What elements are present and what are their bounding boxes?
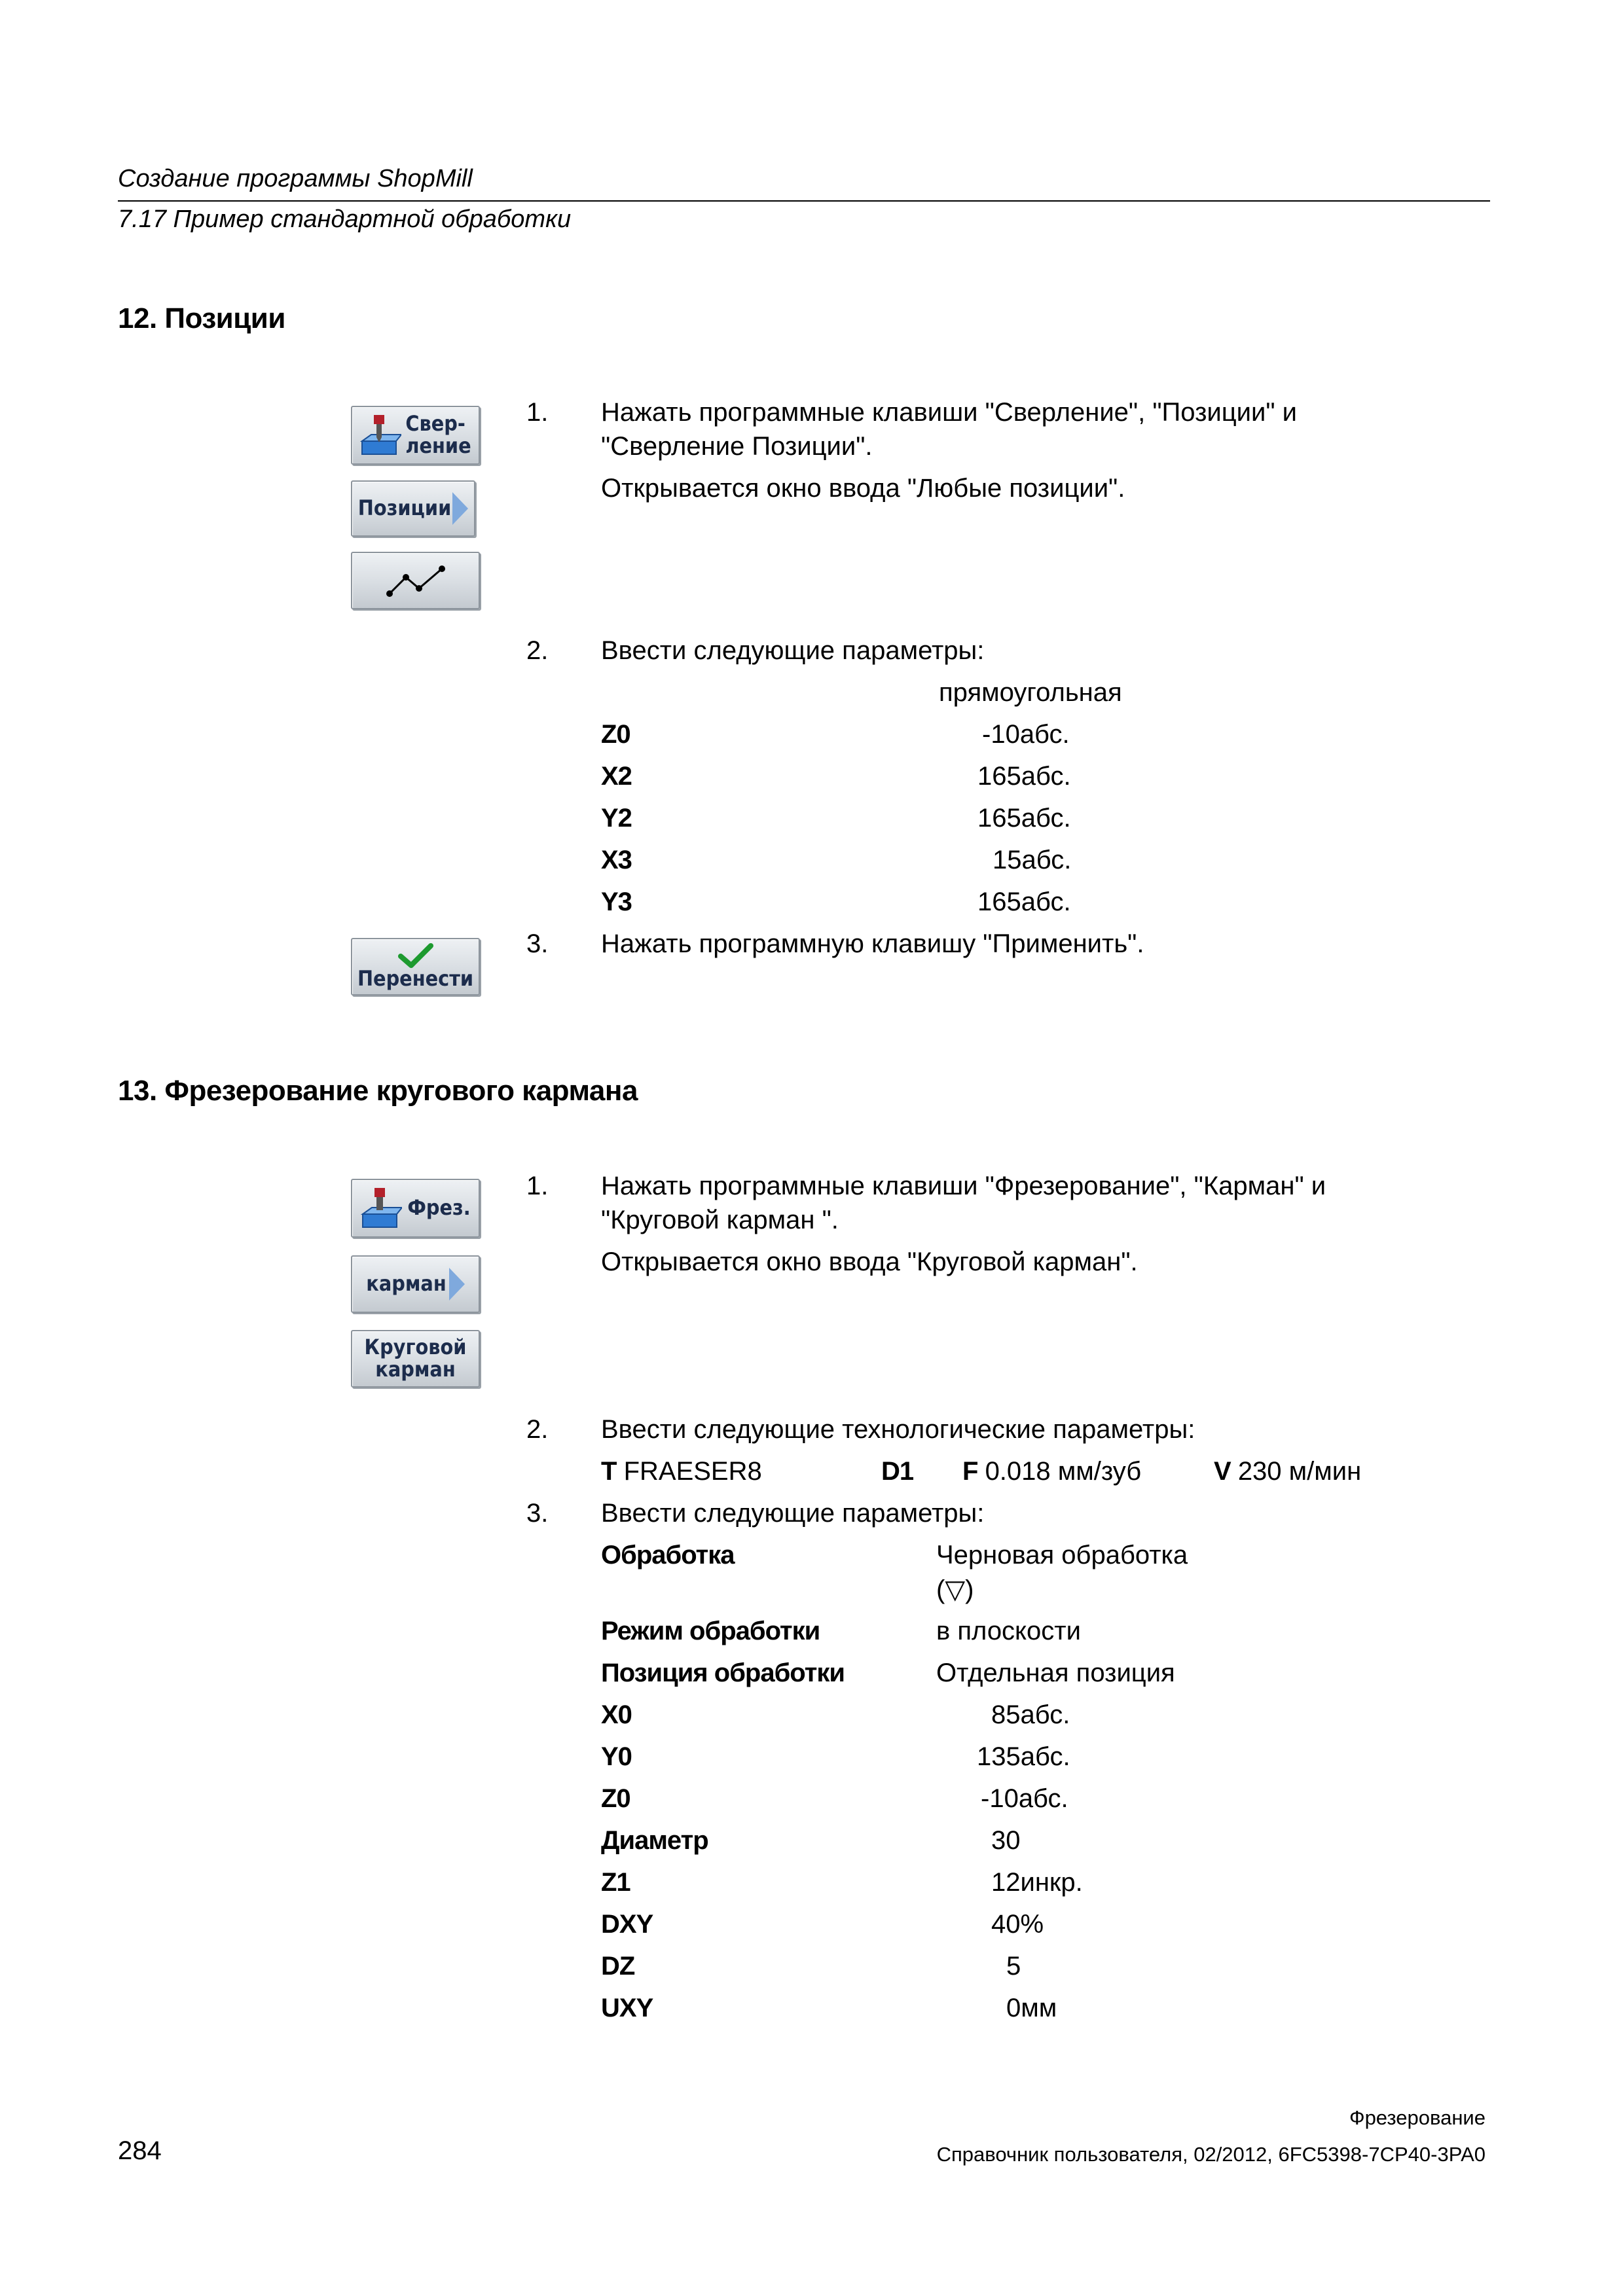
softkey-drilling-line1: Свер- (405, 411, 465, 437)
softkey-milling[interactable] (351, 1179, 480, 1238)
step-number: 1. (526, 398, 549, 427)
footer-manual: Справочник пользователя, 02/2012, 6FC5398-7CP40-3PA0 (936, 2143, 1486, 2166)
param-name: UXY (601, 1994, 653, 2022)
arrow-right-icon (449, 1268, 465, 1300)
param-name: Позиция обработки (601, 1659, 845, 1687)
param-value: Черновая обработка (936, 1541, 1188, 1570)
tech-tool (601, 1457, 762, 1486)
softkey-milling-label: Фрез. (407, 1195, 471, 1221)
param-value: -10абс. (981, 1784, 1068, 1813)
param-value: 85абс. (991, 1700, 1070, 1729)
softkey-drilling[interactable] (351, 406, 480, 465)
step-text: "Сверление Позиции". (601, 432, 873, 461)
param-value: 5 (1006, 1952, 1021, 1981)
param-value: -10абс. (982, 720, 1070, 749)
mill-icon (360, 1185, 402, 1231)
step-text: Открывается окно ввода "Любые позиции". (601, 474, 1125, 503)
param-value: 12инкр. (991, 1868, 1083, 1897)
param-name: Y2 (601, 804, 632, 833)
step-text: Ввести следующие параметры: (601, 636, 985, 665)
softkey-positions-label: Позиции (357, 495, 452, 521)
param-value: 135абс. (977, 1742, 1070, 1771)
param-name: X0 (601, 1700, 632, 1729)
softkey-positions[interactable] (351, 480, 475, 537)
header-subtitle: 7.17 Пример стандартной обработки (118, 206, 572, 233)
param-name: DZ (601, 1952, 635, 1981)
param-value-shape: прямоугольная (939, 678, 1122, 707)
param-name: Режим обработки (601, 1617, 820, 1645)
header-title: Создание программы ShopMill (118, 165, 473, 192)
param-name: X2 (601, 762, 632, 791)
section-12-title: 12. Позиции (118, 302, 285, 334)
softkey-apply-label: Перенести (357, 966, 474, 992)
step-number: 3. (526, 929, 549, 958)
softkey-apply[interactable] (351, 938, 480, 996)
arrow-right-icon (452, 492, 468, 525)
softkey-circular-pocket-line2: карман (375, 1357, 456, 1382)
section-13-title: 13. Фрезерование кругового кармана (118, 1075, 638, 1107)
param-name: Y3 (601, 888, 632, 916)
step-text: Ввести следующие технологические параметры: (601, 1415, 1195, 1444)
tech-t-label: T (601, 1457, 617, 1486)
param-value: 15абс. (993, 846, 1072, 874)
step-text: Открывается окно ввода "Круговой карман". (601, 1247, 1138, 1276)
tech-f-label: F (962, 1457, 978, 1486)
tech-speed (1214, 1457, 1361, 1486)
tech-v-value: 230 м/мин (1237, 1457, 1362, 1486)
param-value: (▽) (936, 1575, 974, 1604)
param-value: 40% (991, 1910, 1044, 1939)
page-number: 284 (118, 2136, 162, 2165)
tech-feed (962, 1457, 1141, 1486)
step-text: Ввести следующие параметры: (601, 1499, 985, 1528)
softkey-pocket-label: карман (366, 1271, 447, 1297)
step-number: 1. (526, 1172, 549, 1200)
param-name: Z1 (601, 1868, 630, 1897)
softkey-circular-pocket-line1: Круговой (364, 1335, 467, 1360)
footer-chapter: Фрезерование (1349, 2106, 1486, 2129)
step-text: "Круговой карман ". (601, 1206, 839, 1234)
param-name: X3 (601, 846, 632, 874)
param-name: Обработка (601, 1541, 735, 1570)
softkey-pocket[interactable] (351, 1255, 480, 1313)
param-name: Диаметр (601, 1826, 708, 1855)
step-number: 2. (526, 1415, 549, 1444)
header-rule (118, 200, 1490, 202)
softkey-drill-positions[interactable] (351, 552, 480, 609)
step-text: Нажать программную клавишу "Применить". (601, 929, 1144, 958)
softkey-drilling-line2: ление (405, 433, 471, 458)
param-value: в плоскости (936, 1617, 1081, 1645)
step-number: 2. (526, 636, 549, 665)
param-value: 165абс. (977, 888, 1071, 916)
softkey-circular-pocket[interactable] (351, 1330, 480, 1388)
param-name: Y0 (601, 1742, 632, 1771)
step-text: Нажать программные клавиши "Сверление", "Позиции" и (601, 398, 1298, 427)
param-value: 165абс. (977, 804, 1071, 833)
param-value: Отдельная позиция (936, 1659, 1175, 1687)
polyline-positions-icon (383, 561, 448, 600)
param-name: Z0 (601, 1784, 630, 1813)
step-number: 3. (526, 1499, 549, 1528)
tech-f-value: 0.018 мм/зуб (985, 1457, 1142, 1486)
param-name: Z0 (601, 720, 630, 749)
tech-d-label: D1 (881, 1457, 914, 1486)
param-name: DXY (601, 1910, 653, 1939)
step-text: Нажать программные клавиши "Фрезерование", "Карман" и (601, 1172, 1326, 1200)
tech-t-value: FRAESER8 (623, 1457, 762, 1486)
tech-v-label: V (1214, 1457, 1231, 1486)
checkmark-icon (398, 943, 433, 968)
drill-icon (359, 412, 401, 458)
param-value: 0мм (1006, 1994, 1057, 2022)
param-value: 165абс. (977, 762, 1071, 791)
param-value: 30 (991, 1826, 1021, 1855)
